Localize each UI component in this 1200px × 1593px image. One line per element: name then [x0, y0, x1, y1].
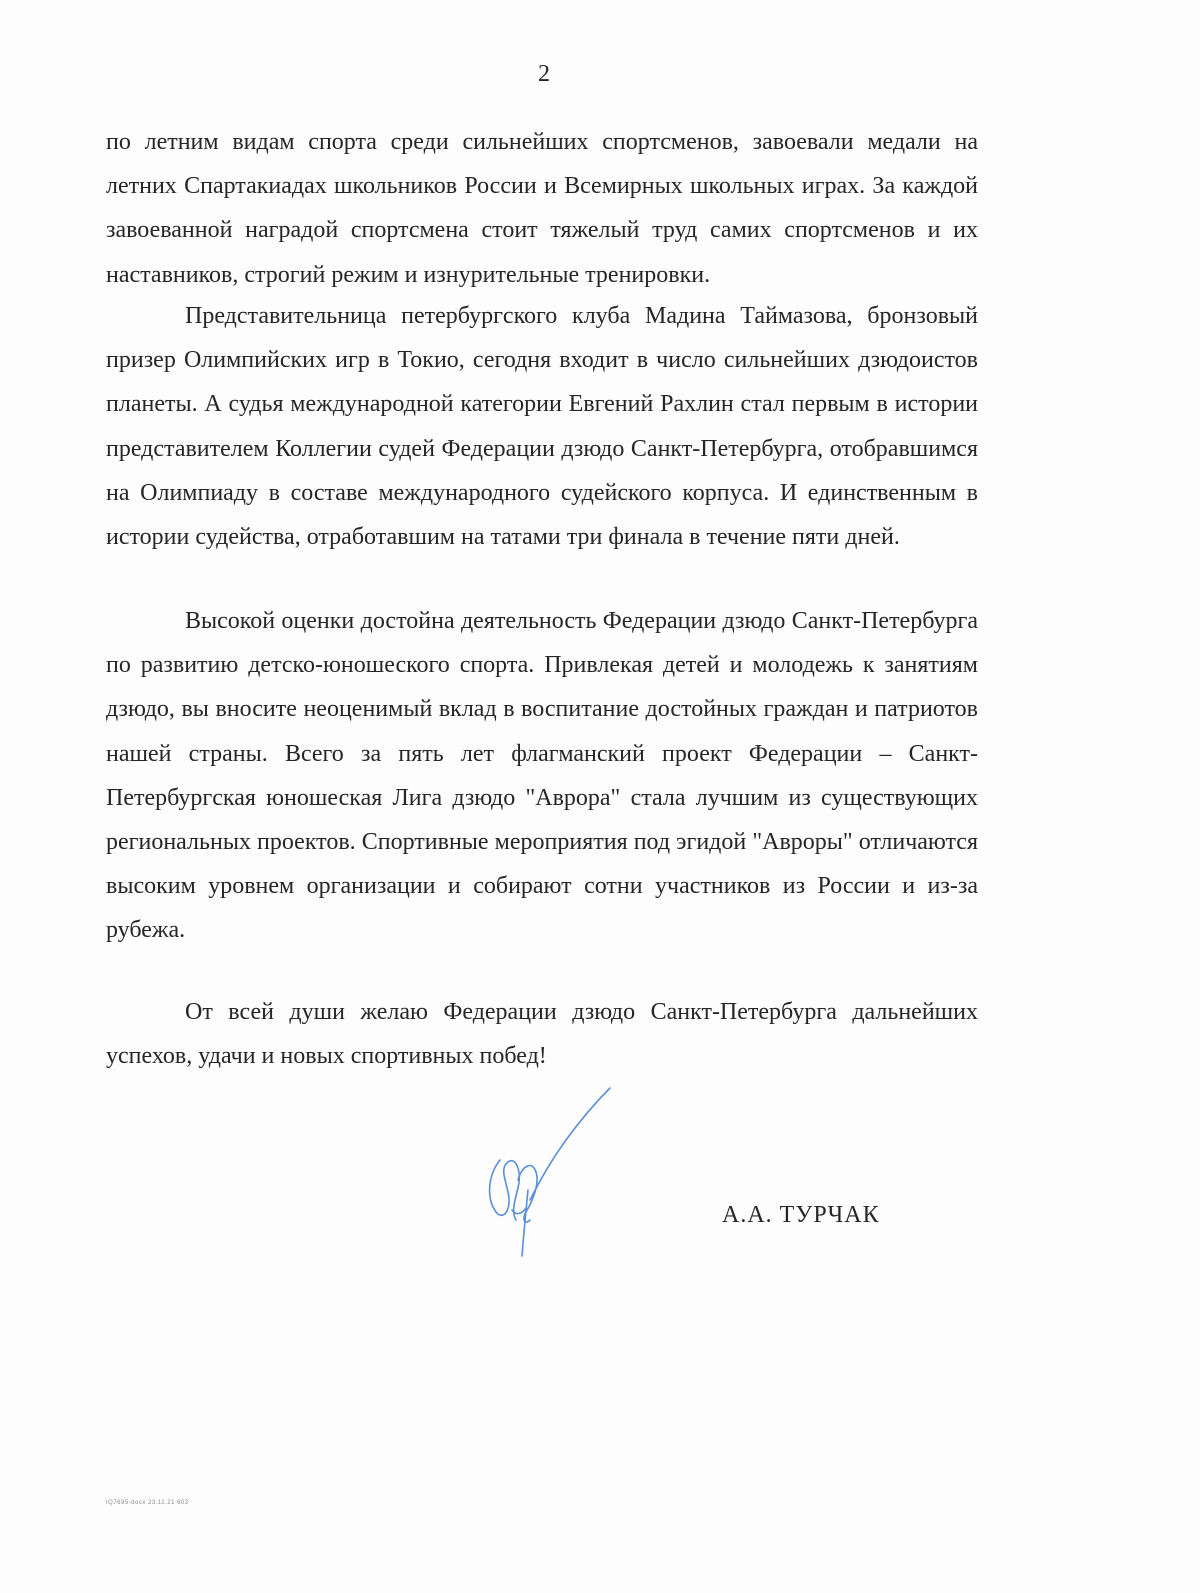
paragraph-4: От всей души желаю Федерации дзюдо Санкт-Петербурга дальнейших успехов, удачи и новых спортивных побед!	[106, 999, 978, 1070]
signatory-name: А.А. ТУРЧАК	[722, 1202, 880, 1228]
paragraph-1: по летним видам спорта среди сильнейших спортсменов, завоевали медали на летних Спартакиадах школьников России и Всемирных школьных играх. За каждой завоеванной наградой спортсмена стоит тяжелый труд самих спортсменов и их наставников, строгий режим и изнурительные тренировки.	[106, 129, 978, 288]
signature-icon	[478, 1080, 618, 1260]
paragraph-2: Представительница петербургского клуба Мадина Таймазова, бронзовый призер Олимпийских игр в Токио, сегодня входит в число сильнейших дзюдоистов планеты. А судья международной категории Евгений Рахлин стал первым в истории представителем Коллегии судей Федерации дзюдо Санкт-Петербурга, отобравшимся на Олимпиаду в составе международного судейского корпуса. И единственным в истории судейства, отработавшим на татами три финала в течение пяти дней.	[106, 303, 978, 551]
footer-document-code: IQ7695-docx 23.11.21 603	[106, 1500, 189, 1506]
paragraph-3: Высокой оценки достойна деятельность Федерации дзюдо Санкт-Петербурга по развитию детско-юношеского спорта. Привлекая детей и молодежь к занятиям дзюдо, вы вносите неоценимый вклад в воспитание достойных граждан и патриотов нашей страны. Всего за пять лет флагманский проект Федерации – Санкт-Петербургская юношеская Лига дзюдо "Аврора" стала лучшим из существующих региональных проектов. Спортивные мероприятия под эгидой "Авроры" отличаются высоким уровнем организации и собирают сотни участников из России и из-за рубежа.	[106, 608, 978, 944]
page-number: 2	[538, 61, 550, 87]
